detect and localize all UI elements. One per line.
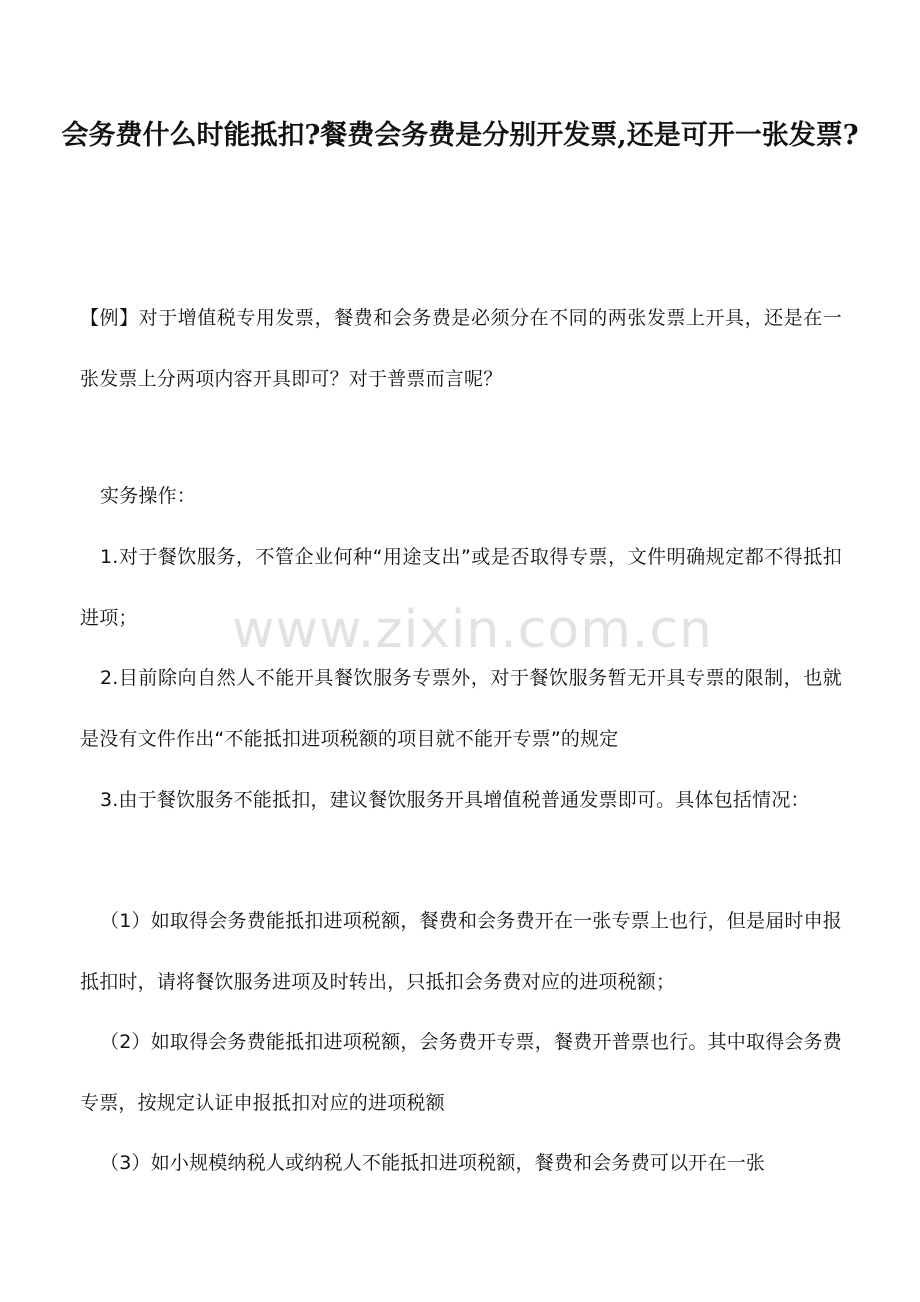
section-heading: 实务操作：	[100, 485, 197, 507]
sub-item-3: （3）如小规模纳税人或纳税人不能抵扣进项税额，餐费和会务费可以开在一张	[100, 1152, 766, 1174]
example-paragraph: 【例】对于增值税专用发票，餐费和会务费是必须分在不同的两张发票上开具，还是在一张发票上分两项内容开具即可？对于普票而言呢？	[80, 307, 842, 390]
sub-item-2: （2）如取得会务费能抵扣进项税额，会务费开专票，餐费开普票也行。其中取得会务费专票，按规定认证申报抵扣对应的进项税额	[80, 1031, 842, 1114]
list-item-3: 3.由于餐饮服务不能抵扣，建议餐饮服务开具增值税普通发票即可。具体包括情况：	[100, 789, 810, 811]
list-item-2: 2.目前除向自然人不能开具餐饮服务专票外，对于餐饮服务暂无开具专票的限制，也就是没有文件作出“不能抵扣进项税额的项目就不能开专票”的规定	[80, 667, 842, 750]
watermark: www.zixin.com.cn	[232, 600, 713, 660]
list-item-1: 1.对于餐饮服务，不管企业何种“用途支出”或是否取得专票，文件明确规定都不得抵扣进项；	[80, 546, 842, 629]
sub-item-1: （1）如取得会务费能抵扣进项税额，餐费和会务费开在一张专票上也行，但是届时申报抵扣时，请将餐饮服务进项及时转出，只抵扣会务费对应的进项税额；	[80, 910, 842, 993]
document-title: 会务费什么时能抵扣?餐费会务费是分别开发票,还是可开一张发票?	[61, 120, 859, 151]
